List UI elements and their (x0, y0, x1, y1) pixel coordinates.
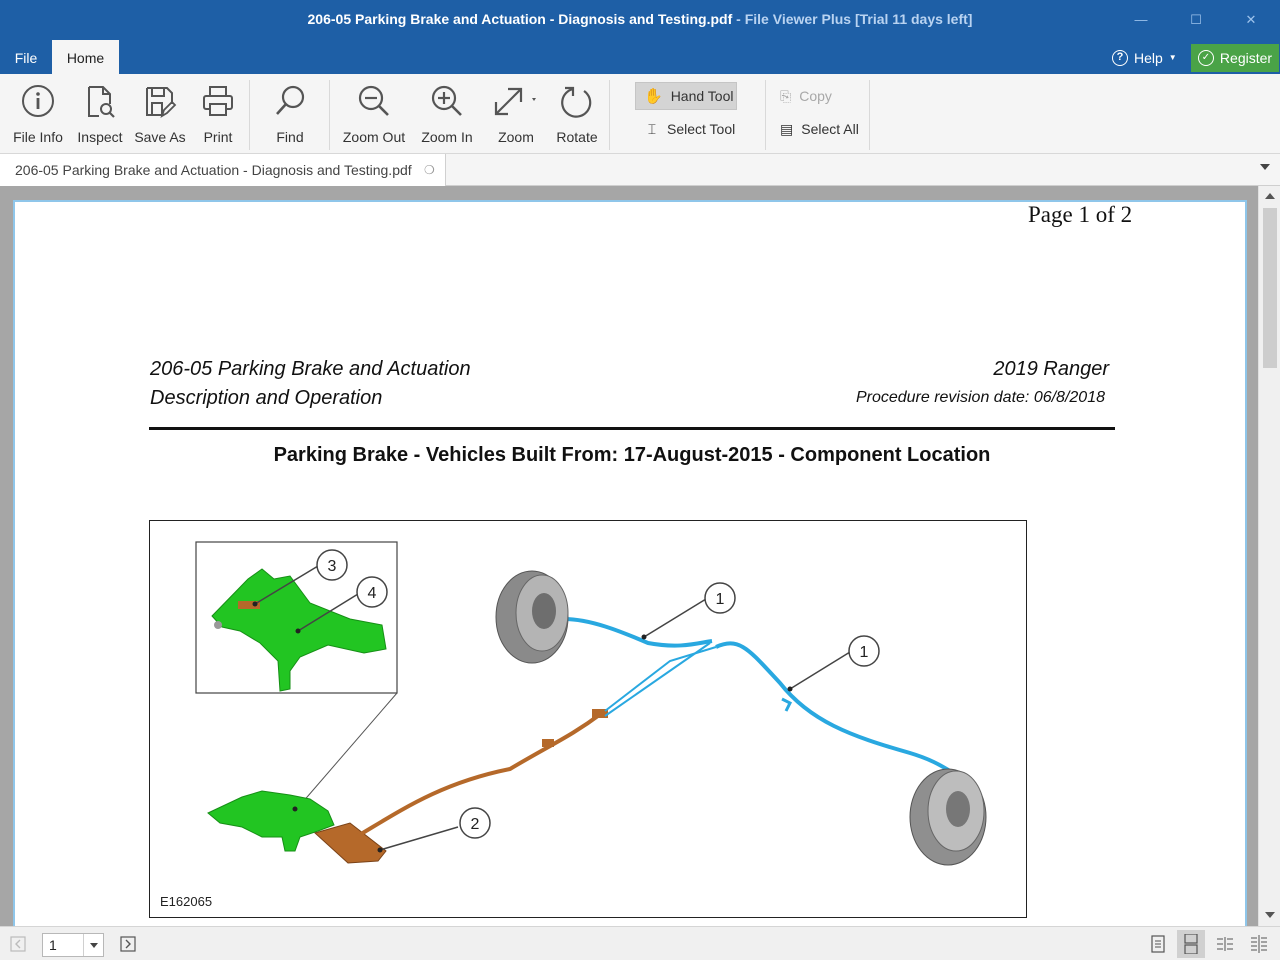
zoom-out-icon (357, 84, 391, 118)
header-subtitle: Description and Operation (150, 387, 383, 409)
help-button[interactable] (1112, 44, 1177, 72)
zoom-label: Zoom (498, 129, 534, 145)
save-icon (143, 84, 177, 120)
ribbon-separator (869, 80, 870, 150)
rotate-icon (559, 84, 595, 120)
rear-cable-right-run (605, 647, 716, 711)
callout-line-1a (644, 599, 706, 637)
help-icon: ? (1112, 50, 1128, 66)
header-revision-date: Procedure revision date: 06/8/2018 (855, 389, 1105, 406)
vertical-scrollbar[interactable] (1258, 186, 1280, 926)
scrollbar-thumb[interactable] (1263, 208, 1277, 368)
header-vehicle: 2019 Ranger (993, 358, 1109, 380)
callout-line-2 (380, 827, 458, 850)
register-button[interactable] (1191, 44, 1279, 72)
hand-icon: ✋ (644, 88, 663, 105)
component-location-figure (149, 520, 1027, 918)
page-indicator: Page 1 of 2 (1028, 202, 1133, 227)
ribbon-separator (329, 80, 330, 150)
page-dropdown-icon[interactable] (83, 934, 103, 956)
zoom-out-button[interactable] (342, 80, 406, 150)
minimize-icon[interactable]: — (1134, 12, 1148, 27)
cable-connector (542, 739, 554, 747)
check-icon: ✓ (1198, 50, 1214, 66)
rotate-button[interactable] (557, 80, 597, 150)
info-icon (21, 84, 55, 118)
zoom-button[interactable] (492, 80, 540, 150)
callout-label-1b: 1 (859, 644, 869, 661)
hand-tool-button[interactable] (635, 82, 737, 110)
continuous-view-icon[interactable] (1181, 934, 1201, 954)
callout-label-2: 2 (470, 816, 480, 833)
copy-button[interactable] (772, 82, 852, 110)
help-label: Help (1134, 50, 1163, 66)
file-info-button[interactable] (14, 80, 62, 150)
inspect-icon (83, 84, 117, 120)
document-heading: Parking Brake - Vehicles Built From: 17-August-2015 - Component Location (273, 444, 991, 466)
scroll-down-icon[interactable] (1265, 912, 1275, 918)
rear-cable-left (564, 619, 712, 646)
print-button[interactable] (198, 80, 238, 150)
next-page-icon[interactable] (119, 934, 139, 954)
document-tab-strip (0, 154, 1280, 186)
maximize-icon[interactable]: ☐ (1190, 12, 1202, 27)
select-all-icon: ▤ (780, 120, 794, 137)
ribbon-separator (249, 80, 250, 150)
inspect-button[interactable] (78, 80, 122, 150)
facing-view-icon[interactable] (1215, 934, 1235, 954)
tab-list-dropdown-icon[interactable] (1260, 164, 1270, 170)
callout-dot-1b (788, 687, 793, 692)
save-as-button[interactable] (134, 80, 186, 150)
parking-brake-diagram (150, 521, 1026, 917)
menu-tabs (0, 40, 1280, 74)
page-number-value: 1 (49, 937, 57, 953)
callout-label-3: 3 (327, 558, 337, 575)
figure-id: E162065 (160, 894, 213, 909)
file-info-label: File Info (13, 129, 63, 145)
header-section-title: 206-05 Parking Brake and Actuation (150, 358, 471, 380)
callout-line-1b (790, 652, 850, 689)
document-viewer[interactable] (0, 186, 1258, 926)
chevron-down-icon: ▼ (1168, 53, 1177, 62)
select-all-label: Select All (801, 121, 859, 137)
find-label: Find (276, 129, 304, 145)
register-label: Register (1219, 50, 1273, 66)
callout-dot-2 (378, 848, 383, 853)
lever-dot (293, 807, 298, 812)
search-icon (273, 84, 307, 118)
page-number-input[interactable] (42, 933, 104, 957)
window-title: 206-05 Parking Brake and Actuation - Diagnosis and Testing.pdf - File Viewer Plus [Trial 11 days left] (307, 11, 973, 27)
select-all-button[interactable] (772, 115, 864, 143)
continuous-facing-view-icon[interactable] (1249, 934, 1269, 954)
inspect-label: Inspect (77, 129, 123, 145)
zoom-out-label: Zoom Out (342, 129, 406, 145)
header-rule (149, 427, 1115, 430)
ribbon-separator (609, 80, 610, 150)
copy-label: Copy (799, 88, 832, 104)
inset-bolt-shape (214, 621, 222, 629)
front-cable-bracket (315, 823, 386, 863)
tab-file[interactable]: File (14, 50, 38, 66)
document-tab[interactable] (0, 154, 446, 186)
callout-dot-1a (642, 635, 647, 640)
status-bar (0, 926, 1280, 960)
save-as-label: Save As (134, 129, 186, 145)
select-tool-label: Select Tool (667, 121, 736, 137)
single-page-view-icon[interactable] (1148, 934, 1168, 954)
zoom-fit-icon (492, 84, 540, 118)
callout-dot-4 (296, 629, 301, 634)
text-cursor-icon: ⌶ (647, 120, 657, 137)
ribbon-toolbar (0, 74, 1280, 154)
find-button[interactable] (270, 80, 310, 150)
title-bar (0, 0, 1280, 40)
ribbon-separator (765, 80, 766, 150)
printer-icon (201, 84, 235, 118)
copy-icon: ⎘ (780, 87, 792, 104)
close-tab-icon[interactable]: ❍ (424, 163, 435, 177)
hand-tool-label: Hand Tool (670, 88, 734, 104)
callout-label-4: 4 (367, 585, 377, 602)
callout-dot-3 (253, 602, 258, 607)
zoom-in-icon (430, 84, 464, 118)
pdf-page (13, 200, 1247, 926)
document-tab-label: 206-05 Parking Brake and Actuation - Diagnosis and Testing.pdf (15, 162, 412, 178)
close-icon[interactable]: ✕ (1245, 12, 1257, 27)
cable-clip (782, 699, 790, 711)
scroll-up-icon[interactable] (1265, 193, 1275, 199)
zoom-in-label: Zoom In (421, 129, 473, 145)
parking-brake-lever (208, 791, 334, 851)
inset-connector-line (295, 693, 397, 811)
select-tool-button[interactable] (637, 115, 741, 143)
zoom-in-button[interactable] (421, 80, 473, 150)
previous-page-icon[interactable] (9, 934, 29, 954)
rotate-label: Rotate (556, 129, 598, 145)
callout-label-1a: 1 (715, 591, 725, 608)
print-label: Print (203, 129, 233, 145)
tab-home[interactable]: Home (52, 40, 119, 74)
